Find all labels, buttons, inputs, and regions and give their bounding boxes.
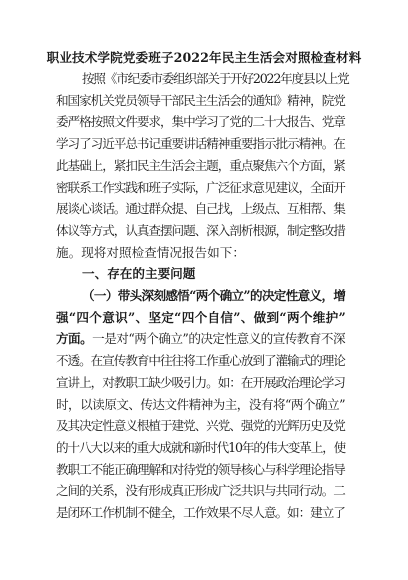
body-line: 密联系工作实践和班子实际，广泛征求意见建议，全面开	[56, 179, 345, 195]
body-line	[56, 328, 345, 350]
body-line: 宣讲上，对教职工缺少吸引力。如：在开展政治理论学习	[56, 374, 345, 390]
body-line: 时，以读原文、传达文件精神为主，没有将“两个确立”	[56, 396, 345, 412]
body-line: 之间的关系，没有形成真正形成广泛共识与共同行动。二	[56, 483, 345, 499]
body-line: 学习了习近平总书记重要讲话精神重要指示批示精神。在	[56, 136, 345, 152]
body-line: 和国家机关党员领导干部民主生活会的通知》精神，院党	[56, 92, 345, 108]
document-title: 职业技术学院党委班子2022年民主生活会对照检查材料	[46, 50, 362, 65]
body-line: 是闭环工作机制不健全，工作效果不尽人意。如：建立了	[56, 505, 345, 520]
body-line: 的十八大以来的重大成就和新时代10年的伟大变革上，使	[56, 439, 346, 455]
body-line: 展谈心谈话。通过群众提、自己找，上级点、互相帮、集	[56, 201, 345, 217]
body-line: 教职工不能正确理解和对待党的领导核心与科学理论指导	[56, 461, 345, 477]
body-line: 强“四个意识”、坚定“四个自信”、做到“两个维护”	[56, 309, 347, 325]
body-line: 及其决定性意义根植于建党、兴党、强党的光辉历史及党	[56, 418, 345, 434]
body-text: 一是对“两个确立”的决定性意义的宣传教育不深	[92, 331, 346, 347]
body-line: 按照《市纪委市委组织部关于开好2022年度县以上党	[82, 71, 349, 86]
body-line: 一、存在的主要问题	[82, 266, 196, 282]
body-line: 委严格按照文件要求，集中学习了党的二十大报告、党章	[56, 114, 345, 130]
body-line: 体议等方式，认真查摆问题、深入剖析根源，制定整改措	[56, 222, 345, 238]
body-line: （一）带头深刻感悟“两个确立”的决定性意义，增	[82, 288, 346, 303]
lead-heading-text: 方面。	[56, 331, 93, 347]
body-line: 不透。在宣传教育中往往将工作重心放到了灌输式的理论	[56, 353, 345, 369]
body-line: 此基础上，紧扣民主生活会主题，重点聚焦六个方面，紧	[56, 157, 345, 173]
body-line: 施。现将对照检查情况报告如下：	[56, 244, 245, 260]
